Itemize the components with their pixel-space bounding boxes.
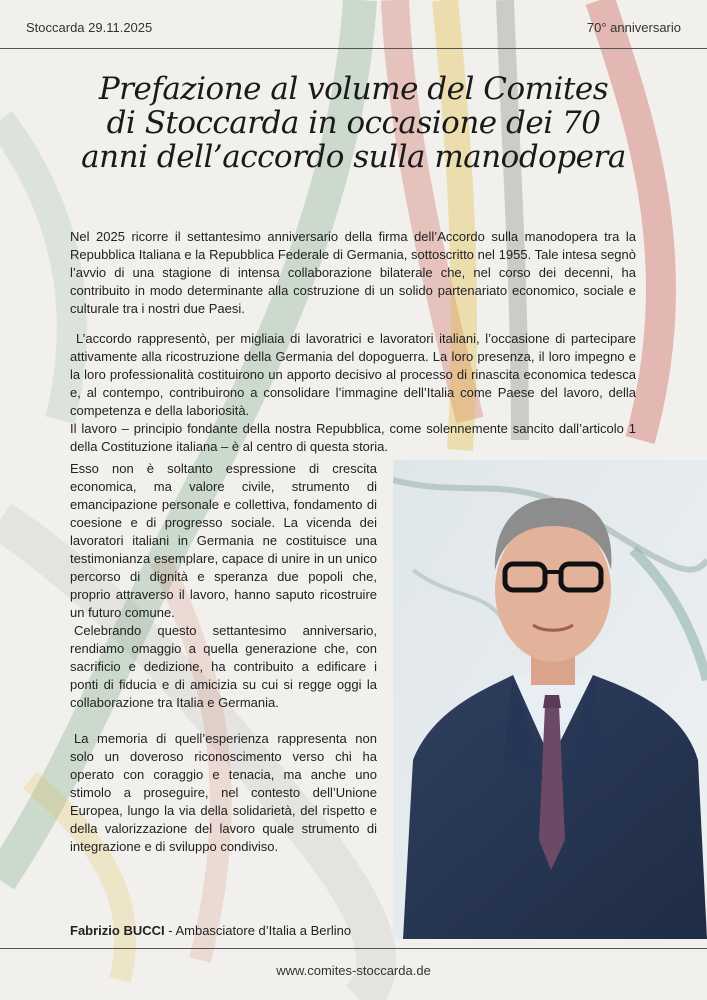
page-header: [0, 0, 707, 50]
paragraph-6: La memoria di quell’esperienza rappresenta non solo un doveroso riconoscimento verso chi ha operato con coraggio e tenacia, ma anche uno stimolo a proseguire, nel contesto dell’Unione Europea, lungo la via della solidarietà, del rispetto e della valorizzazione del lavoro quale strumento di integrazione e di sviluppo condiviso.: [70, 731, 377, 854]
paragraph-3: Il lavoro – principio fondante della nostra Repubblica, come solennemente sancito dall’articolo 1 della Costituzione italiana – è al centro di questa storia.: [70, 421, 636, 454]
paragraph-1: Nel 2025 ricorre il settantesimo anniversario della firma dell’Accordo sulla manodopera tra la Repubblica Italiana e la Repubblica Federale di Germania, sottoscritto nel 1955. Tale intesa segnò l’avvio di una stagione di intensa collaborazione bilaterale che, nel corso dei decenni, ha contribuito in modo determinante alla costruzione di un solido partenariato economico, sociale e culturale tra i nostri due Paesi.: [70, 229, 636, 316]
paragraph-spacer: [70, 712, 377, 730]
signature: [70, 923, 351, 938]
footer-url: www.comites-stoccarda.de: [276, 963, 431, 978]
paragraph-2: L’accordo rappresentò, per migliaia di lavoratrici e lavoratori italiani, l’occasione di partecipare attivamente alla ricostruzione della Germania del dopoguerra. La loro presenza, il loro impegno e la loro professionalità costituirono un apporto decisivo al processo di rinascita economica tedesca e, al contempo, contribuirono a consolidare l’immagine dell’Italia come Paese del lavoro, della competenza e della laboriosità.: [70, 331, 636, 418]
signatory-role: - Ambasciatore d’Italia a Berlino: [164, 923, 352, 938]
page-title: Prefazione al volume del Comites di Stoccarda in occasione dei 70 anni dell’accordo sulla manodopera: [81, 71, 626, 175]
text-column: [70, 460, 377, 856]
footer-divider: [0, 948, 707, 949]
paragraph-5: Celebrando questo settantesimo anniversario, rendiamo omaggio a quella generazione che, con sacrificio e dedizione, ha contribuito a edificare i ponti di fiducia e di amicizia su cui si regge oggi la collaborazione tra Italia e Germania.: [70, 623, 377, 710]
paragraph-4: Esso non è soltanto espressione di crescita economica, ma valore civile, strumento di emancipazione personale e collettiva, fondamento di coesione e di progresso sociale. La vicenda dei lavoratori italiani in Germania ne costituisce una testimonianza esemplare, capace di unire in un unico percorso di dignità e speranza due popoli che, proprio attraverso il lavoro, hanno saputo ricostruire un futuro comune.: [70, 461, 377, 620]
portrait-illustration: [393, 460, 707, 939]
ambassador-portrait: [393, 460, 707, 939]
header-divider: [0, 48, 707, 49]
signatory-name: Fabrizio BUCCI: [70, 923, 165, 938]
header-anniversary: 70° anniversario: [586, 20, 681, 35]
header-date: Stoccarda 29.11.2025: [26, 20, 153, 35]
